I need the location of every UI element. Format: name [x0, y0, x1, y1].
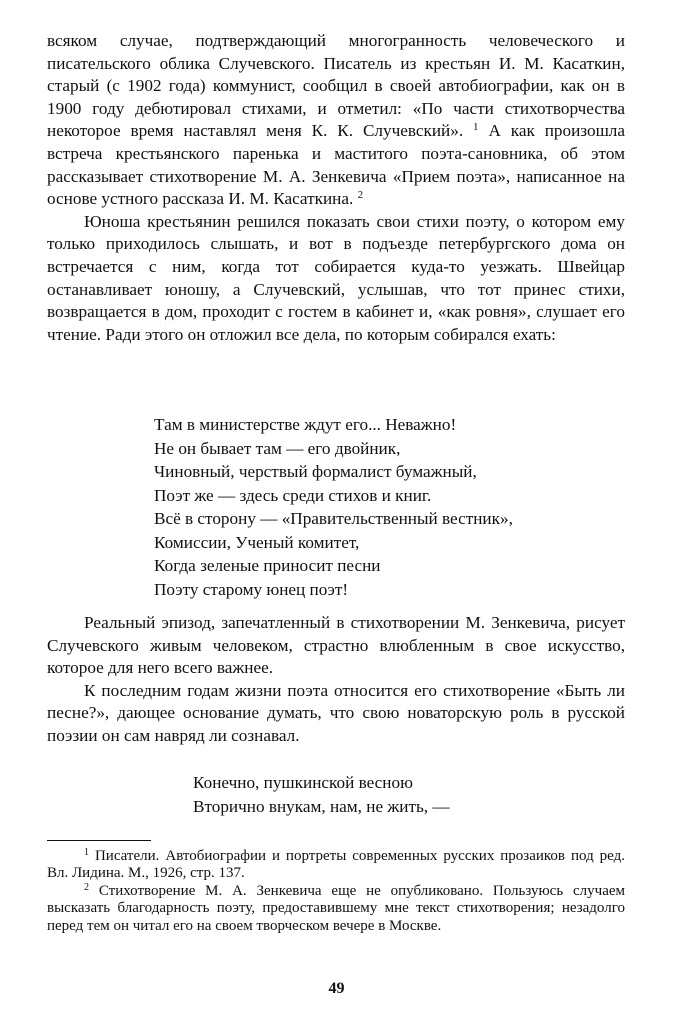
verse-line: Поэту старому юнец поэт! [154, 579, 349, 599]
verse-line: Не он бывает там — его двойник, [154, 438, 401, 458]
footnote-marker-1: 1 [84, 847, 89, 858]
main-text-block-top [47, 30, 625, 346]
verse-line: Чиновный, черствый формалист бумажный, [154, 462, 477, 481]
verse-stanza-1 [154, 413, 513, 601]
verse-line: Поэт же — здесь среди стихов и книг. [154, 485, 432, 505]
page-number: 49 [328, 980, 345, 997]
paragraph-3: Реальный эпизод, запечатленный в стихотворении М. Зенкевича, рисует Случевского живым человеком, страстно влюбленным в свое искусство, которое для него всего важнее. [47, 613, 625, 678]
footnote-ref-2: 2 [357, 189, 364, 202]
verse-line: Вторично внукам, нам, не жить, — [193, 796, 450, 816]
verse-stanza-2 [193, 771, 450, 818]
footnote-marker-2: 2 [84, 881, 89, 893]
footnotes [47, 848, 625, 935]
paragraph-4: К последним годам жизни поэта относится его стихотворение «Быть ли песне?», дающее основание думать, что свою новаторскую роль в русской поэзии он сам навряд ли сознавал. [47, 680, 625, 745]
paragraph-1 [47, 30, 625, 211]
verse-line: Всё в сторону — «Правительственный вестник», [154, 509, 513, 528]
verse-line: Конечно, пушкинской весною [193, 773, 413, 792]
footnote-2-text: Стихотворение М. А. Зенкевича еще не опубликовано. Пользуюсь случаем высказать благодарность поэту, предоставившему мне текст стихотворения; незадолго перед тем он читал его на своем творческом вечере в Москве. [47, 882, 625, 934]
footnote-separator [47, 840, 151, 841]
paragraph-1-text-a: всяком случае, подтверждающий многогранность человеческого и писательского облика Случевского. Писатель из крестьян И. М. Касаткин, старый (с 1902 года) коммунист, сообщил в своей автобиографии, как он в 1900 году дебютировал стихами, и отметил: «По части стихотворчества некоторое время наставлял меня К. К. Случевский». [47, 31, 625, 141]
verse-line: Комиссии, Ученый комитет, [154, 532, 360, 552]
paragraph-1-text-b: А как произошла встреча крестьянского паренька и маститого поэта-сановника, об этом рассказывает стихотворение М. А. Зенкевича «Прием поэта», написанное на основе устного рассказа И. М. Касаткина. [47, 121, 626, 209]
paragraph-2: Юноша крестьянин решился показать свои стихи поэту, о котором ему только приходилось слышать, и вот в подъезде петербургского дома он встречается с ним, когда тот собирается куда-то уезжать. Швейцар останавливает юношу, а Случевский, услышав, что тот принес стихи, возвращается в дом, проходит с гостем в кабинет и, «как ровня», слушает его чтение. Ради этого он отложил все дела, по которым собирался ехать: [47, 211, 625, 344]
footnote-1-text: Писатели. Автобиографии и портреты современных русских прозаиков под ред. Вл. Лидина. М., 1926, стр. 137. [47, 848, 625, 882]
footnote-2 [47, 883, 625, 935]
footnote-ref-1: 1 [473, 121, 479, 134]
verse-line: Там в министерстве ждут его... Неважно! [154, 415, 457, 434]
verse-line: Когда зеленые приносит песни [154, 556, 381, 575]
main-text-block-middle [47, 612, 625, 748]
footnote-1 [47, 848, 625, 883]
